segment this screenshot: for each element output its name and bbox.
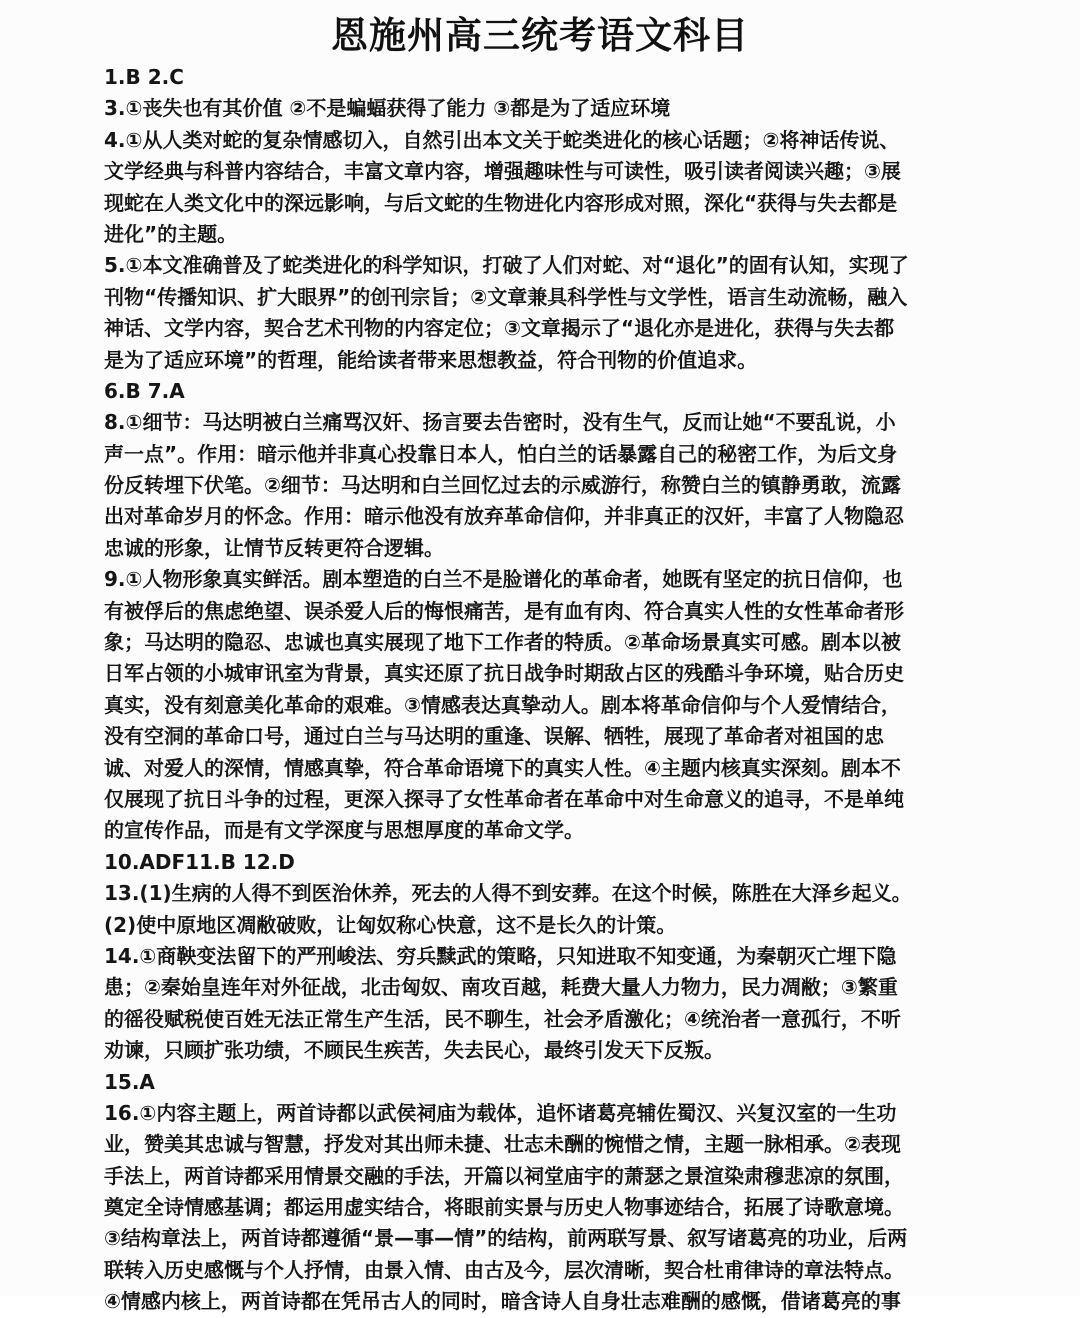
answer-line: 是为了适应环境”的哲理，能给读者带来思想教益，符合刊物的价值追求。 <box>104 347 758 372</box>
answer-line: ④情感内核上，两首诗都在凭吊古人的同时，暗含诗人自身壮志难酬的感慨，借诸葛亮的事 <box>104 1289 901 1314</box>
answer-line: (2)使中原地区凋敝破败，让匈奴称心快意，这不是长久的计策。 <box>104 912 677 937</box>
page-title: 恩施州高三统考语文科目 <box>331 14 749 57</box>
answer-line: 3.①丧失也有其价值 ②不是蝙蝠获得了能力 ③都是为了适应环境 <box>104 96 671 121</box>
answer-line: 份反转埋下伏笔。②细节：马达明和白兰回忆过去的示威游行，称赞白兰的镇静勇敢，流露 <box>104 473 901 498</box>
answer-body <box>104 62 976 1318</box>
answer-line: ③结构章法上，两首诗都遵循“景—事—情”的结构，前两联写景、叙写诸葛亮的功业，后两 <box>104 1226 908 1251</box>
answer-line: 有被俘后的焦虑绝望、误杀爱人后的悔恨痛苦，是有血有肉、符合真实人性的女性革命者形 <box>104 598 904 623</box>
answer-line: 象；马达明的隐忍、忠诚也真实展现了地下工作者的特质。②革命场景真实可感。剧本以被 <box>104 630 901 655</box>
answer-line: 奠定全诗情感基调；都运用虚实结合，将眼前实景与历史人物事迹结合，拓展了诗歌意境。 <box>104 1195 904 1220</box>
answer-line: 患；②秦始皇连年对外征战，北击匈奴、南攻百越，耗费大量人力物力，民力凋敝；③繁重 <box>104 975 898 1000</box>
answer-line: 文学经典与科普内容结合，丰富文章内容，增强趣味性与可读性，吸引读者阅读兴趣；③展 <box>104 159 901 184</box>
answer-line: 14.①商鞅变法留下的严刑峻法、穷兵黩武的策略，只知进取不知变通，为秦朝灭亡埋下隐 <box>104 943 897 968</box>
answer-line: 联转入历史感慨与个人抒情，由景入情、由古及今，层次清晰，契合杜甫律诗的章法特点。 <box>104 1257 904 1282</box>
answer-line: 现蛇在人类文化中的深远影响，与后文蛇的生物进化内容形成对照，深化“获得与失去都是 <box>104 190 898 215</box>
answer-line: 4.①从人类对蛇的复杂情感切入，自然引出本文关于蛇类进化的核心话题；②将神话传说、 <box>104 127 900 152</box>
answer-line: 没有空洞的革命口号，通过白兰与马达明的重逢、误解、牺牲，展现了革命者对祖国的忠 <box>104 724 884 749</box>
answer-line: 诚、对爱人的深情，情感真挚，符合革命语境下的真实人性。④主题内核真实深刻。剧本不 <box>104 755 901 780</box>
answer-line: 仅展现了抗日斗争的过程，更深入探寻了女性革命者在革命中对生命意义的追寻，不是单纯 <box>104 786 904 811</box>
answer-line: 16.①内容主题上，两首诗都以武侯祠庙为载体，追怀诸葛亮辅佐蜀汉、兴复汉室的一生功 <box>104 1100 897 1125</box>
answer-line: 日军占领的小城审讯室为背景，真实还原了抗日战争时期敌占区的残酷斗争环境，贴合历史 <box>104 661 904 686</box>
answer-line: 劝谏，只顾扩张功绩，不顾民生疾苦，失去民心，最终引发天下反叛。 <box>104 1038 724 1063</box>
answer-line: 业，赞美其忠诚与智慧，抒发对其出师未捷、壮志未酬的惋惜之情，主题一脉相承。②表现 <box>104 1132 901 1157</box>
answer-line: 声一点”。作用：暗示他并非真心投靠日本人，怕白兰的话暴露自己的秘密工作，为后文身 <box>104 441 898 466</box>
answer-line: 手法上，两首诗都采用情景交融的手法，开篇以祠堂庙宇的萧瑟之景渲染肃穆悲凉的氛围， <box>104 1163 904 1188</box>
answer-line: 进化”的主题。 <box>104 221 238 246</box>
answer-line: 神话、文学内容，契合艺术刊物的内容定位；③文章揭示了“退化亦是进化，获得与失去都 <box>104 316 895 341</box>
answer-line: 的徭役赋税使百姓无法正常生产生活，民不聊生，社会矛盾激化；④统治者一意孤行，不听 <box>104 1006 901 1031</box>
answer-line: 出对革命岁月的怀念。作用：暗示他没有放弃革命信仰，并非真正的汉奸，丰富了人物隐忍 <box>104 504 904 529</box>
answer-line: 8.①细节：马达明被白兰痛骂汉奸、扬言要去告密时，没有生气，反而让她“不要乱说，小 <box>104 410 896 435</box>
answer-line: 9.①人物形象真实鲜活。剧本塑造的白兰不是脸谱化的革命者，她既有坚定的抗日信仰，也 <box>104 567 903 592</box>
answer-line: 1.B 2.C <box>104 65 184 89</box>
answer-line: 5.①本文准确普及了蛇类进化的科学知识，打破了人们对蛇、对“退化”的固有认知，实现了 <box>104 253 909 278</box>
answer-line: 刊物“传播知识、扩大眼界”的创刊宗旨；②文章兼具科学性与文学性，语言生动流畅，融入 <box>104 284 908 309</box>
answer-line: 6.B 7.A <box>104 378 185 403</box>
answer-line: 忠诚的形象，让情节反转更符合逻辑。 <box>104 535 444 560</box>
answer-line: 的宣传作品，而是有文学深度与思想厚度的革命文学。 <box>104 818 584 843</box>
answer-line: 15.A <box>104 1069 155 1094</box>
answer-line: 10.ADF11.B 12.D <box>104 849 295 874</box>
answer-line: 13.(1)生病的人得不到医治休养，死去的人得不到安葬。在这个时候，陈胜在大泽乡起义。 <box>104 881 912 906</box>
answer-line: 真实，没有刻意美化革命的艰难。③情感表达真挚动人。剧本将革命信仰与个人爱情结合， <box>104 692 901 717</box>
